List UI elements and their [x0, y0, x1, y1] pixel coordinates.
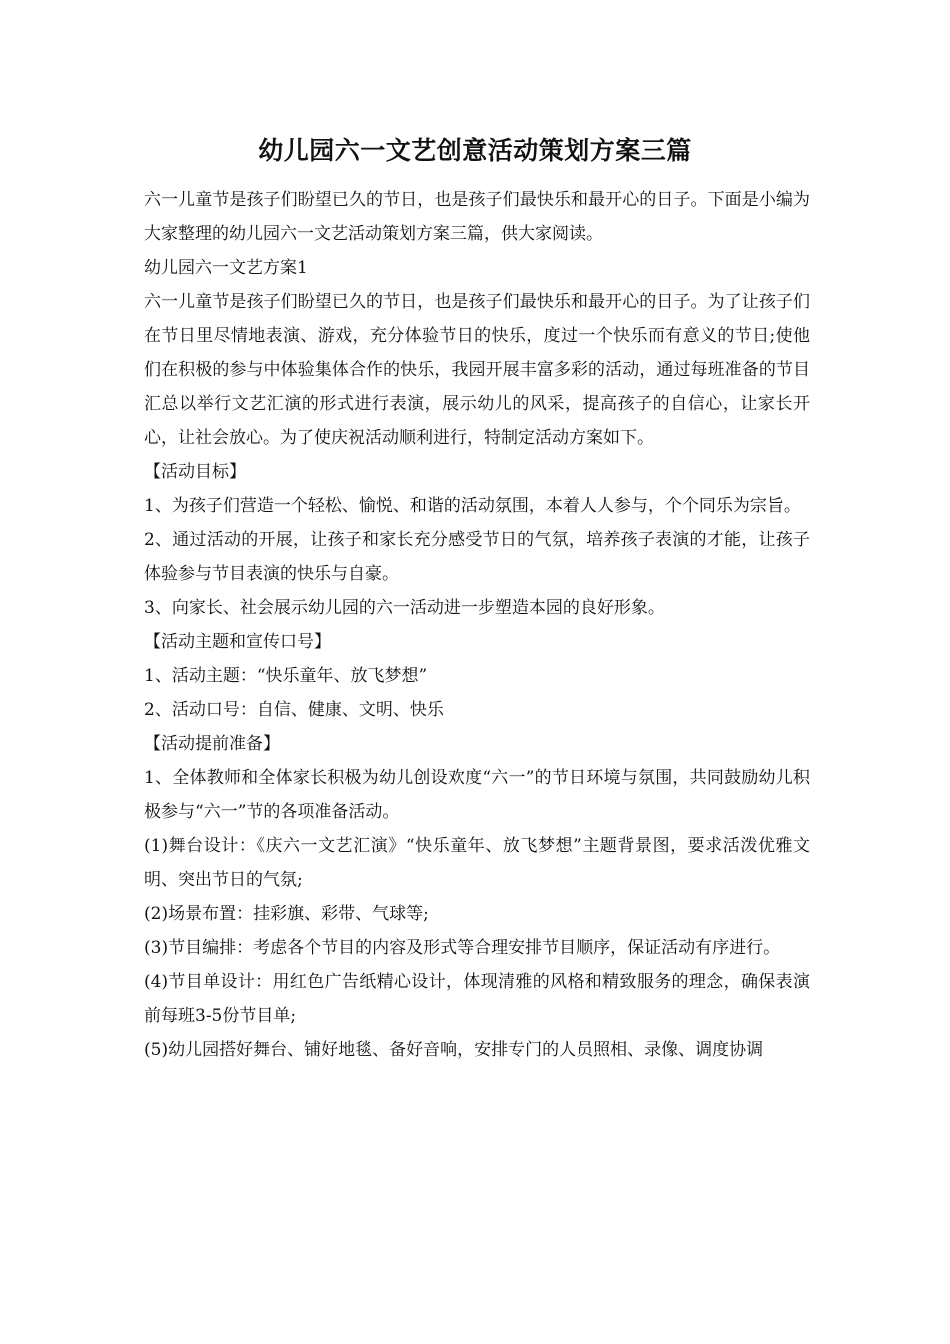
document-title: 幼儿园六一文艺创意活动策划方案三篇 [258, 136, 692, 165]
document-body [144, 183, 810, 1067]
section-heading: 【活动主题和宣传口号】 [144, 632, 331, 652]
list-item: (1)舞台设计：《庆六一文艺汇演》“快乐童年、放飞梦想”主题背景图，要求活泼优雅文明、突出节日的气氛; [144, 836, 810, 890]
body-paragraph: 六一儿童节是孩子们盼望已久的节日，也是孩子们最快乐和最开心的日子。为了让孩子们在节日里尽情地表演、游戏，充分体验节日的快乐，度过一个快乐而有意义的节日;使他们在积极的参与中体验集体合作的快乐，我园开展丰富多彩的活动，通过每班准备的节目汇总以举行文艺汇演的形式进行表演，展示幼儿的风采，提高孩子的自信心，让家长开心，让社会放心。为了使庆祝活动顺利进行，特制定活动方案如下。 [144, 292, 810, 448]
list-item: 2、通过活动的开展，让孩子和家长充分感受节日的气氛，培养孩子表演的才能，让孩子体验参与节目表演的快乐与自豪。 [144, 530, 810, 584]
list-item: 1、全体教师和全体家长积极为幼儿创设欢度“六一”的节日环境与氛围，共同鼓励幼儿积极参与“六一”节的各项准备活动。 [144, 768, 810, 822]
list-item: 3、向家长、社会展示幼儿园的六一活动进一步塑造本园的良好形象。 [144, 598, 665, 618]
section-heading: 【活动目标】 [144, 462, 246, 482]
list-item: (3)节目编排：考虑各个节目的内容及形式等合理安排节目顺序，保证活动有序进行。 [144, 938, 781, 958]
list-item: 1、活动主题：“快乐童年、放飞梦想” [144, 666, 428, 686]
list-item: 1、为孩子们营造一个轻松、愉悦、和谐的活动氛围，本着人人参与，个个同乐为宗旨。 [144, 496, 801, 516]
section-heading: 【活动提前准备】 [144, 734, 280, 754]
list-item: (4)节目单设计：用红色广告纸精心设计，体现清雅的风格和精致服务的理念，确保表演前每班3-5份节目单; [144, 972, 810, 1026]
section-heading: 幼儿园六一文艺方案1 [144, 258, 308, 278]
intro-paragraph: 六一儿童节是孩子们盼望已久的节日，也是孩子们最快乐和最开心的日子。下面是小编为大家整理的幼儿园六一文艺活动策划方案三篇，供大家阅读。 [144, 190, 810, 244]
list-item: (2)场景布置：挂彩旗、彩带、气球等; [144, 904, 429, 924]
list-item: 2、活动口号：自信、健康、文明、快乐 [144, 700, 444, 720]
list-item: (5)幼儿园搭好舞台、铺好地毯、备好音响，安排专门的人员照相、录像、调度协调 [144, 1040, 764, 1060]
